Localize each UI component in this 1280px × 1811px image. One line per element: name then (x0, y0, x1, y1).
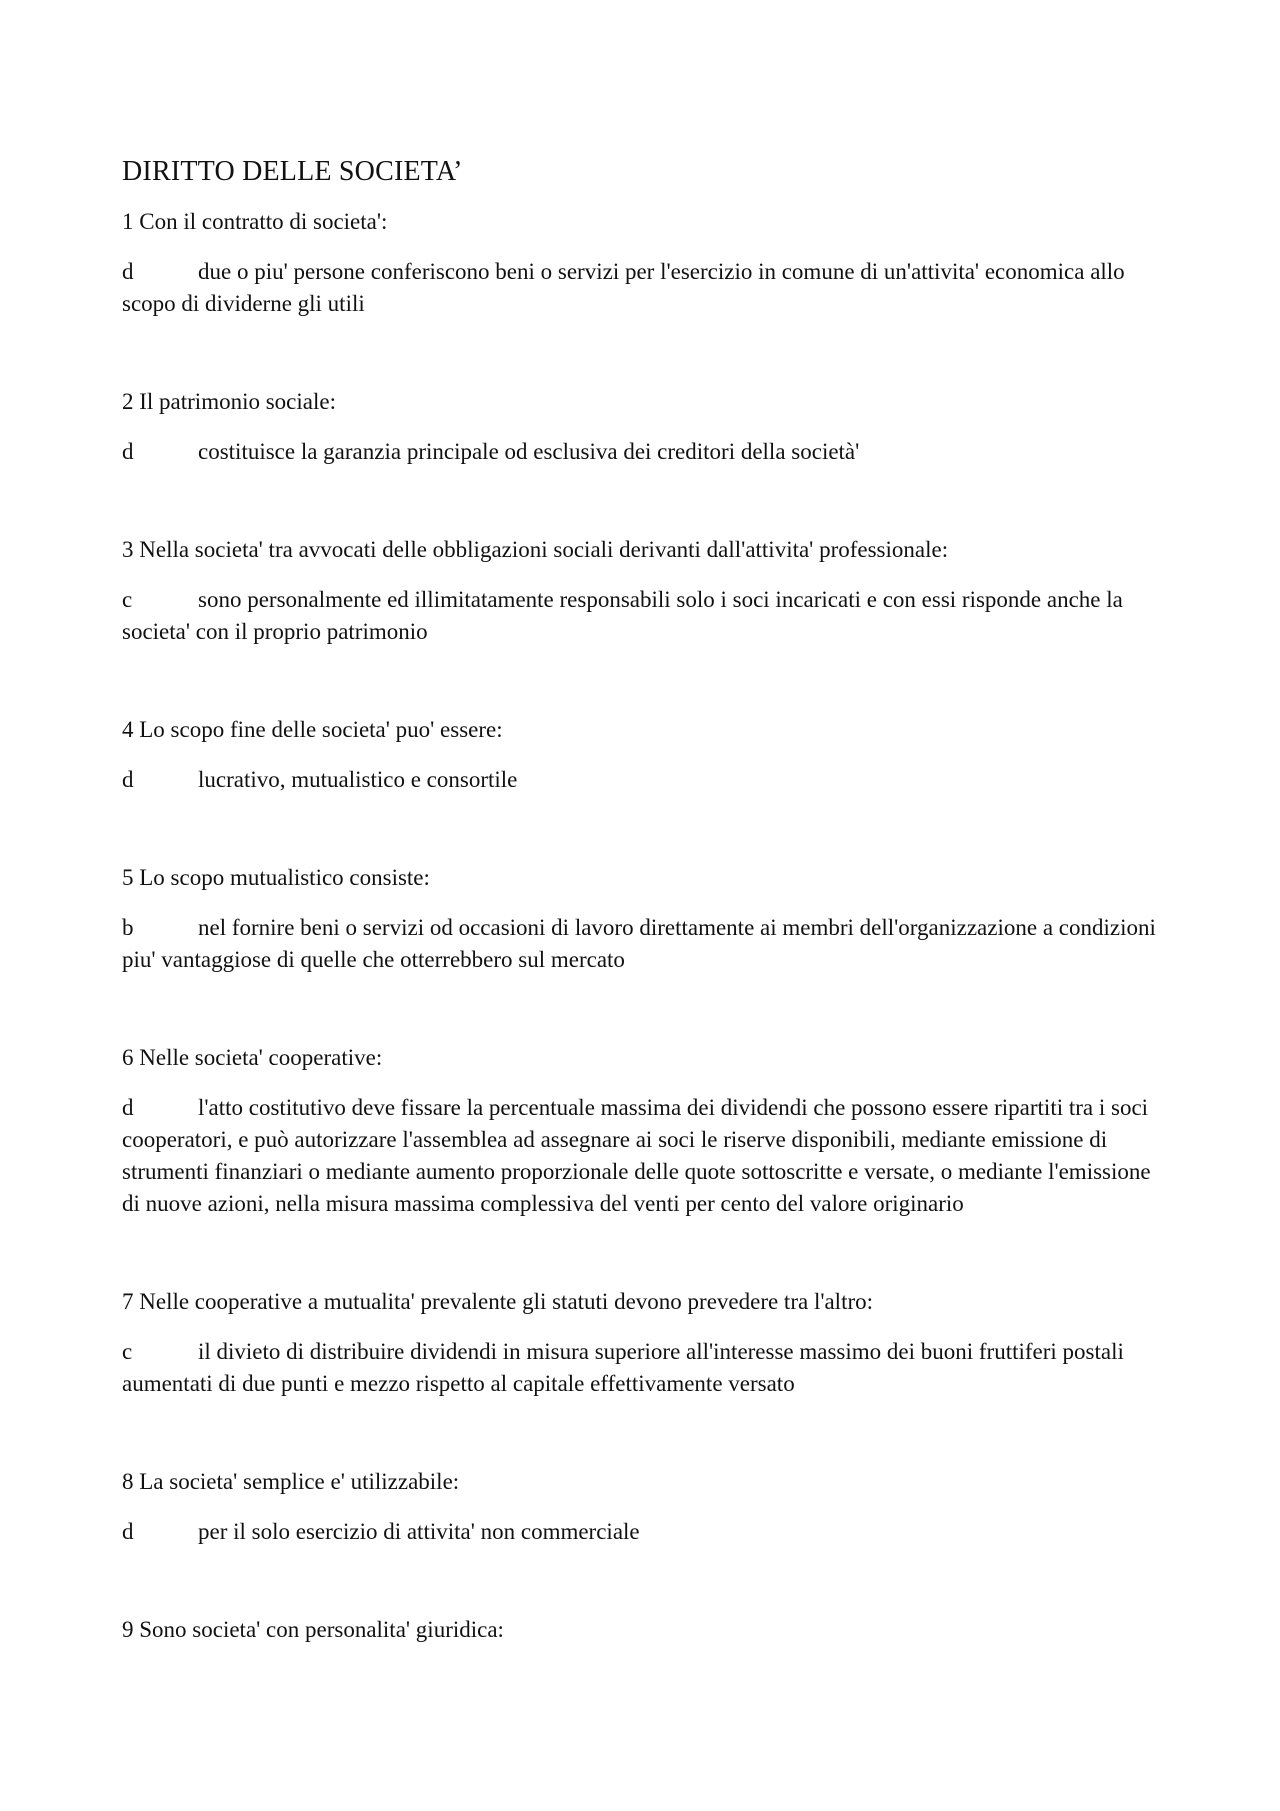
answer-7 (122, 1336, 1172, 1400)
answer-letter: c (122, 587, 133, 612)
answer-5 (122, 912, 1172, 976)
answer-text: l'atto costitutivo deve fissare la percentuale massima dei dividendi che possono essere ripartiti tra i soci cooperatori, e può autorizzare l'assemblea ad assegnare ai soci le riserve disponibili, mediante emissione di strumenti finanziari o mediante aumento proporzionale delle quote sottoscritte e versate, o mediante l'emissione di nuove azioni, nella misura massima complessiva del venti per cento del valore originario (122, 1095, 1151, 1216)
answer-letter: b (122, 915, 134, 940)
answer-letter: d (122, 439, 134, 464)
question-2: 2 Il patrimonio sociale: (122, 389, 336, 414)
answer-1 (122, 256, 1172, 320)
answer-4 (122, 764, 1172, 796)
question-8: 8 La societa' semplice e' utilizzabile: (122, 1469, 460, 1494)
answer-text: due o piu' persone conferiscono beni o servizi per l'esercizio in comune di un'attivita' economica allo scopo di dividerne gli utili (122, 259, 1125, 316)
document-title: DIRITTO DELLE SOCIETA’ (122, 156, 463, 187)
answer-6 (122, 1092, 1172, 1220)
document-page (122, 156, 1172, 1664)
answer-3 (122, 584, 1172, 648)
answer-letter: d (122, 767, 134, 792)
question-9: 9 Sono societa' con personalita' giuridica: (122, 1617, 504, 1642)
answer-letter: d (122, 1519, 134, 1544)
question-1: 1 Con il contratto di societa': (122, 209, 388, 234)
question-6: 6 Nelle societa' cooperative: (122, 1045, 383, 1070)
answer-text: costituisce la garanzia principale od esclusiva dei creditori della società' (198, 439, 860, 464)
answer-letter: d (122, 259, 134, 284)
answer-letter: c (122, 1339, 133, 1364)
question-3: 3 Nella societa' tra avvocati delle obbligazioni sociali derivanti dall'attivita' professionale: (122, 537, 949, 562)
answer-letter: d (122, 1095, 134, 1120)
answer-text: nel fornire beni o servizi od occasioni di lavoro direttamente ai membri dell'organizzazione a condizioni piu' vantaggiose di quelle che otterrebbero sul mercato (122, 915, 1156, 972)
answer-text: sono personalmente ed illimitatamente responsabili solo i soci incaricati e con essi risponde anche la societa' con il proprio patrimonio (122, 587, 1123, 644)
question-5: 5 Lo scopo mutualistico consiste: (122, 865, 430, 890)
answer-2 (122, 436, 1172, 468)
question-7: 7 Nelle cooperative a mutualita' prevalente gli statuti devono prevedere tra l'altro: (122, 1289, 874, 1314)
answer-text: lucrativo, mutualistico e consortile (198, 767, 518, 792)
answer-text: per il solo esercizio di attivita' non commerciale (198, 1519, 640, 1544)
question-4: 4 Lo scopo fine delle societa' puo' essere: (122, 717, 503, 742)
answer-text: il divieto di distribuire dividendi in misura superiore all'interesse massimo dei buoni fruttiferi postali aumentati di due punti e mezzo rispetto al capitale effettivamente versato (122, 1339, 1124, 1396)
answer-8 (122, 1516, 1172, 1548)
